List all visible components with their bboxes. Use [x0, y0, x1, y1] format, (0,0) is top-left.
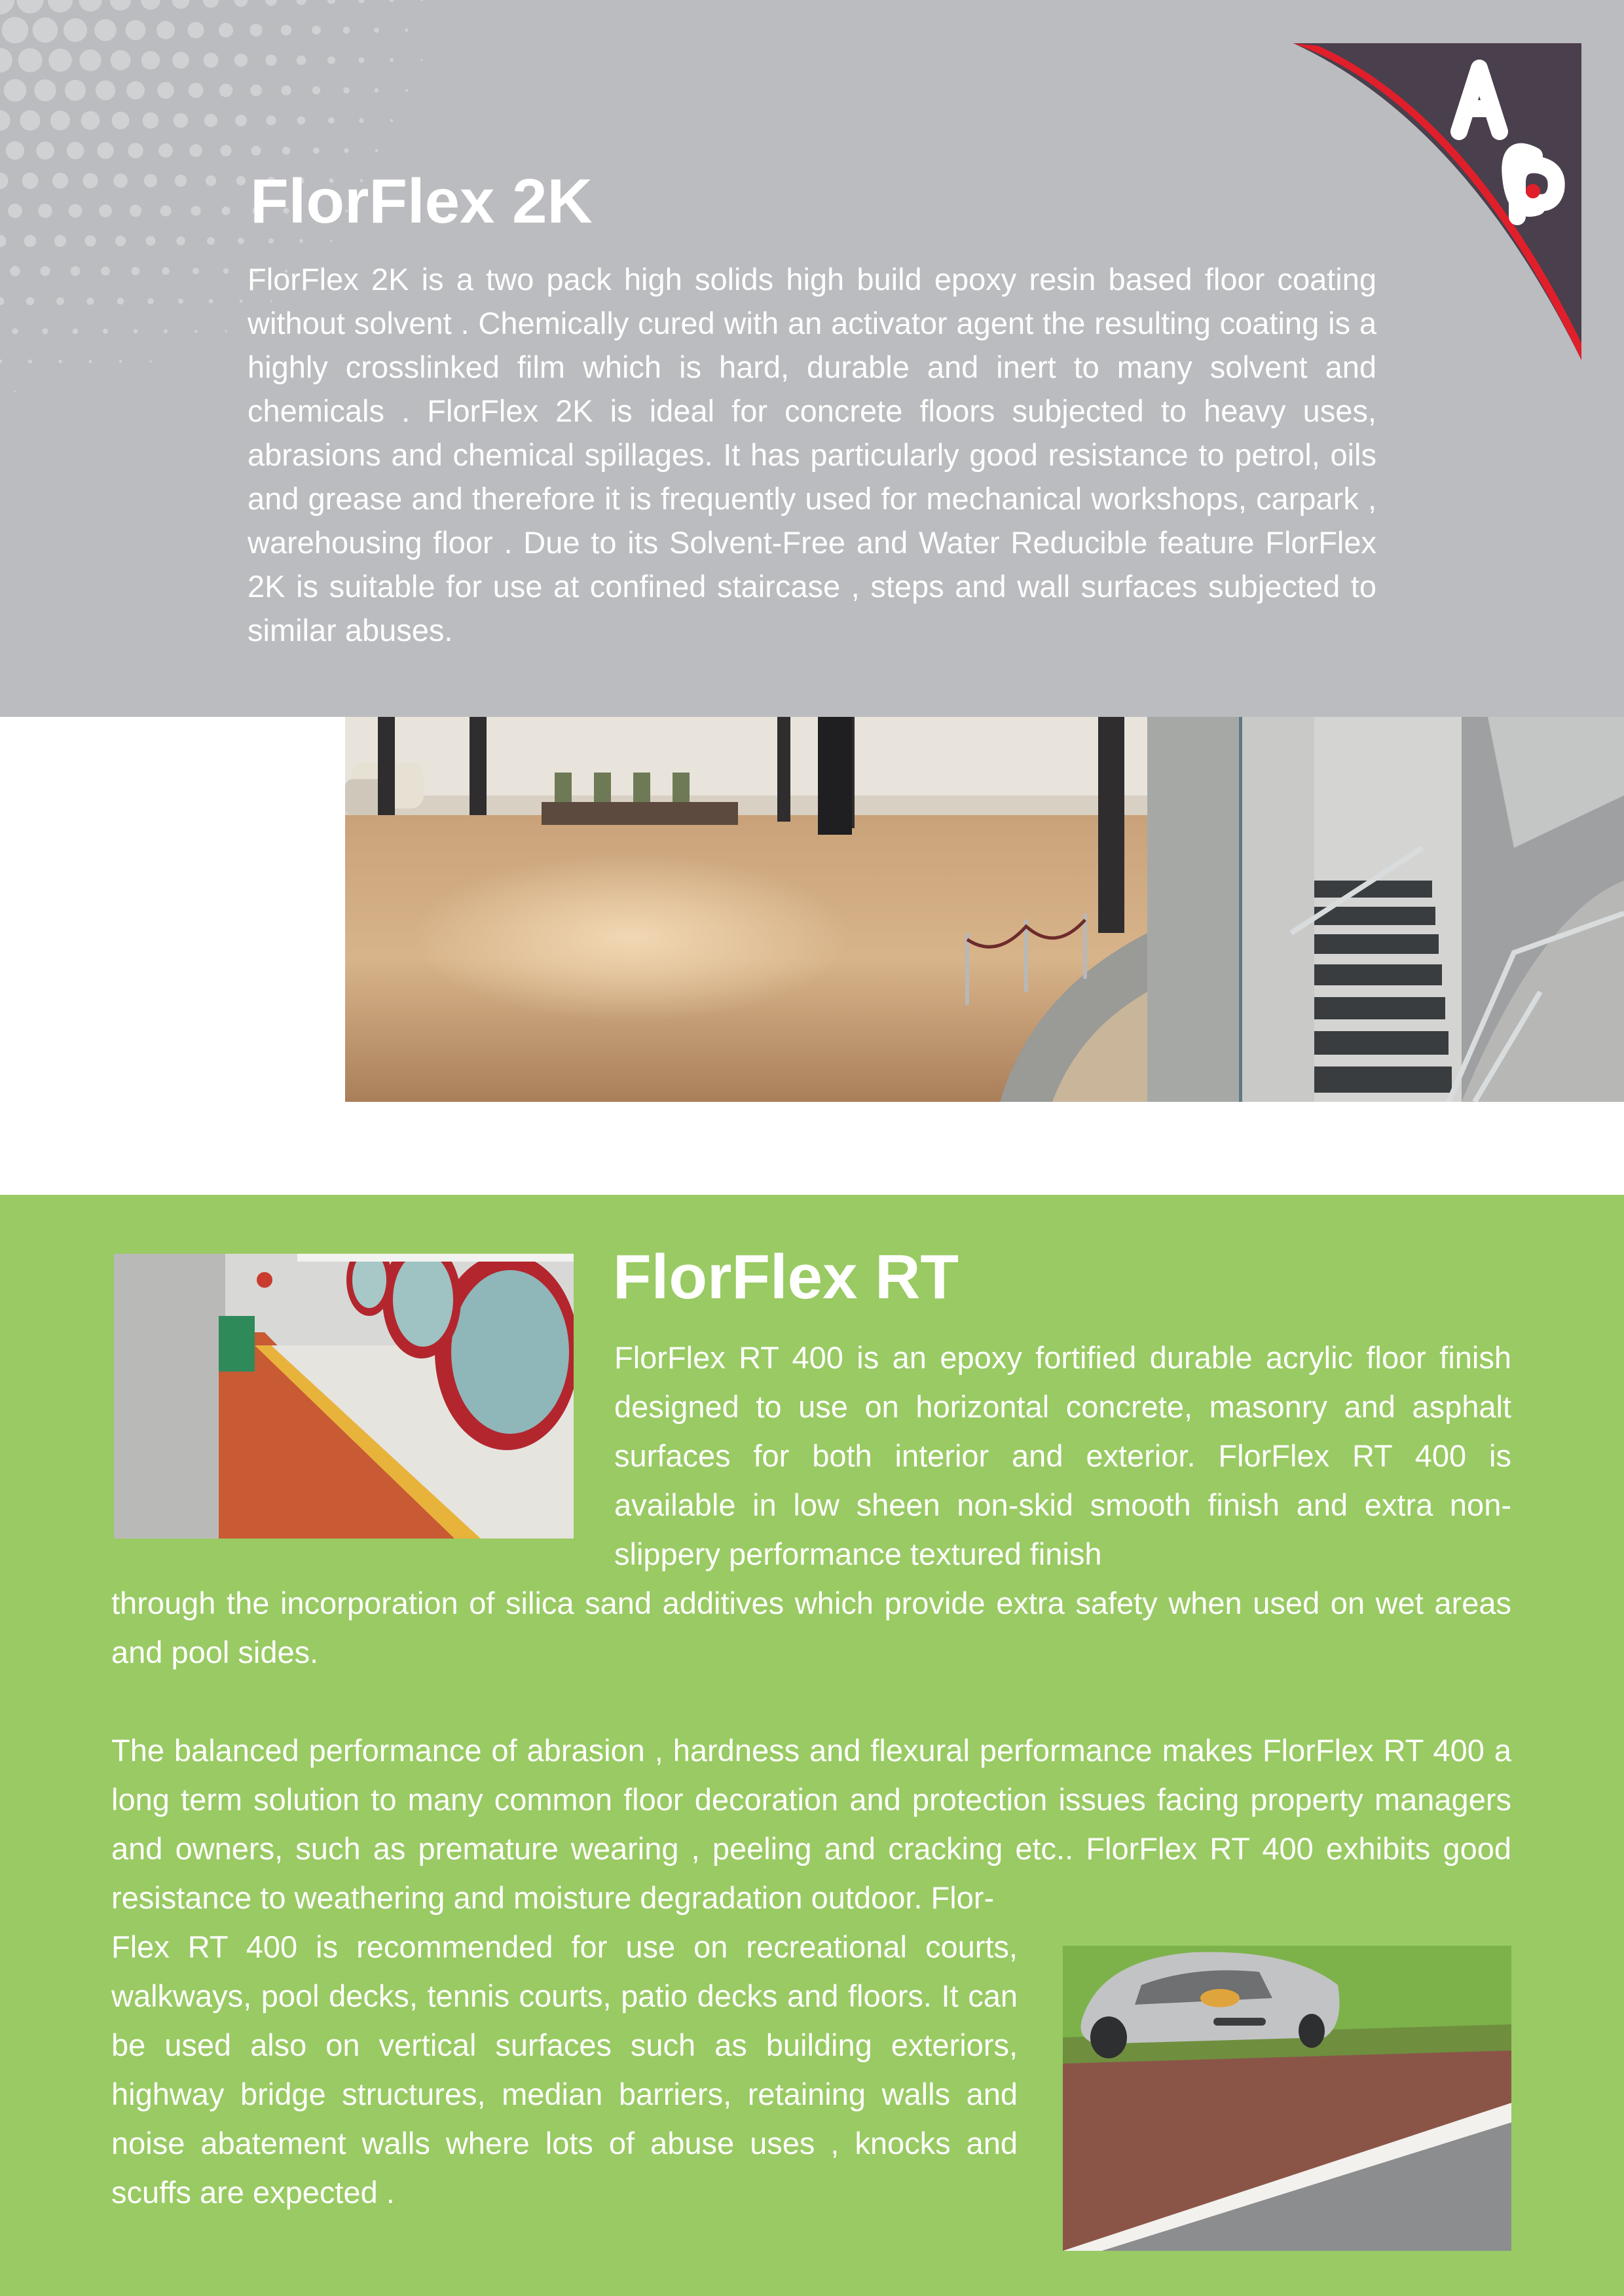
- halftone-dot: [56, 297, 64, 305]
- halftone-dot: [2, 17, 29, 44]
- halftone-dot: [10, 266, 20, 276]
- halftone-dot: [268, 238, 274, 244]
- halftone-dot: [221, 206, 230, 215]
- halftone-dot: [236, 176, 246, 185]
- halftone-dot: [126, 20, 146, 41]
- halftone-dot: [234, 54, 248, 67]
- halftone-dot: [8, 204, 22, 218]
- halftone-dot: [52, 173, 68, 189]
- halftone-dot: [96, 81, 115, 100]
- florflex-2k-section: [0, 0, 1624, 717]
- halftone-dot: [133, 329, 138, 333]
- halftone-dot: [94, 19, 116, 41]
- halftone-dot: [193, 268, 199, 274]
- halftone-dot: [149, 360, 152, 363]
- halftone-dot: [4, 79, 26, 101]
- halftone-dot: [88, 359, 92, 363]
- halftone-dot: [374, 27, 379, 33]
- halftone-dot: [312, 86, 320, 94]
- halftone-dot: [191, 206, 200, 215]
- halftone-dot: [265, 54, 276, 65]
- halftone-dot: [50, 111, 70, 130]
- halftone-dot: [84, 235, 96, 246]
- florflex-rt-paragraph-2-side: Flex RT 400 is recommended for use on recreational courts, walkways, pool decks, tennis courts, patio decks and floors. It can be used also on vertical surfaces such as building exteriors, highway bridge structures, median barriers, retaining walls and noise abatement walls where lots of abuse uses , knocks and scuffs are expected .: [111, 1929, 1018, 2210]
- halftone-dot: [343, 27, 350, 34]
- halftone-dot: [146, 236, 156, 246]
- halftone-dot: [162, 267, 170, 275]
- carpark-floor-photo: [345, 717, 1147, 1102]
- halftone-dot: [390, 0, 394, 2]
- halftone-dot: [204, 53, 219, 68]
- halftone-dot: [111, 50, 131, 71]
- halftone-dot: [12, 328, 18, 334]
- halftone-dot: [194, 330, 198, 333]
- halftone-dot: [16, 0, 43, 14]
- staircase-photo: [1147, 717, 1624, 1102]
- florflex-2k-description: FlorFlex 2K is a two pack high solids high build epoxy resin based floor coating without solvent . Chemically cured with an activator agent the resulting coating is a highly crosslinked film which is hard, durable and inert to many solvent and chemicals . FlorFlex 2K is ideal for concrete floors subjected to heavy uses, abrasions and chemical spillages. It has particularly good resistance to petrol, oils and grease and therefore it is frequently used for mechanical workshops, carpark , warehousing floor . Due to its Solvent-Free and Water Reducible feature FlorFlex 2K is suitable for use at confined staircase , steps and wall surfaces subjected to similar abuses.: [248, 262, 1376, 647]
- halftone-dot: [144, 174, 157, 187]
- halftone-dot: [97, 142, 113, 158]
- halftone-dot: [67, 142, 84, 160]
- halftone-dot: [119, 360, 122, 363]
- halftone-dot: [312, 26, 321, 35]
- halftone-dot: [266, 115, 276, 125]
- halftone-dot: [14, 390, 16, 392]
- florflex-rt-title: FlorFlex RT: [613, 1242, 959, 1312]
- halftone-dot: [86, 297, 94, 304]
- halftone-dot: [40, 266, 50, 276]
- halftone-dot: [238, 238, 244, 244]
- halftone-dot: [0, 48, 12, 73]
- halftone-dot: [71, 266, 81, 276]
- halftone-dot: [239, 299, 242, 302]
- halftone-dot: [178, 299, 183, 304]
- halftone-dot: [0, 110, 10, 130]
- halftone-dot: [36, 141, 54, 160]
- halftone-dot: [20, 110, 40, 130]
- florflex-rt-intro-bottom: through the incorporation of silica sand additives which provide extra safety when used on wet areas and pool sides.: [111, 1586, 1511, 1669]
- halftone-dot: [157, 21, 175, 39]
- halftone-dot: [110, 0, 132, 10]
- halftone-dot: [103, 329, 108, 334]
- halftone-dot: [313, 147, 320, 154]
- halftone-dot: [327, 56, 335, 64]
- halftone-dot: [141, 51, 160, 69]
- halftone-dot: [58, 359, 62, 363]
- halftone-dot: [69, 204, 83, 218]
- halftone-dot: [251, 146, 261, 156]
- halftone-dot: [0, 172, 9, 189]
- halftone-dot: [99, 204, 112, 217]
- halftone-dot: [115, 236, 126, 246]
- halftone-dot: [297, 56, 306, 65]
- halftone-dot: [0, 0, 14, 14]
- halftone-dot: [281, 85, 291, 95]
- halftone-dot: [172, 52, 189, 69]
- gondola-walkway-photo: [114, 1254, 574, 1539]
- halftone-dot: [6, 141, 24, 160]
- halftone-dot: [24, 235, 37, 247]
- halftone-dot: [249, 24, 262, 36]
- car-driveway-photo: [1063, 1946, 1511, 2251]
- halftone-dot: [188, 82, 203, 98]
- halftone-dot: [358, 0, 365, 3]
- halftone-dot: [359, 58, 365, 64]
- halftone-dot: [405, 89, 408, 92]
- halftone-dot: [42, 328, 48, 334]
- halftone-dot: [0, 297, 4, 306]
- halftone-dot: [265, 0, 277, 6]
- halftone-dot: [250, 84, 262, 96]
- florflex-2k-title: FlorFlex 2K: [250, 166, 593, 236]
- halftone-dot: [405, 28, 408, 31]
- halftone-dot: [281, 25, 292, 36]
- halftone-dot: [164, 329, 168, 333]
- halftone-dot: [297, 117, 306, 125]
- halftone-dot: [204, 114, 217, 127]
- halftone-dot: [117, 298, 124, 304]
- halftone-dot: [420, 59, 422, 61]
- halftone-dot: [101, 266, 110, 276]
- halftone-dot: [22, 173, 39, 189]
- halftone-dot: [34, 79, 56, 101]
- halftone-dot: [73, 329, 79, 335]
- halftone-dot: [26, 297, 34, 305]
- halftone-dot: [0, 235, 6, 247]
- halftone-dot: [206, 175, 216, 186]
- halftone-dot: [359, 118, 363, 122]
- halftone-dot: [18, 48, 42, 72]
- halftone-dot: [130, 205, 141, 217]
- halftone-dot: [79, 0, 101, 12]
- halftone-dot: [390, 119, 394, 122]
- halftone-dot: [33, 18, 58, 43]
- florflex-rt-intro-top: FlorFlex RT 400 is an epoxy fortified durable acrylic floor finish designed to use on horizontal concrete, masonry and asphalt surfaces for both interior and exterior. FlorFlex RT 400 is available in low sheen non-skid smooth finish and extra non-slippery performance textured finish: [614, 1340, 1511, 1571]
- halftone-dot: [420, 0, 423, 1]
- halftone-dot: [343, 87, 350, 94]
- halftone-dot: [330, 240, 333, 242]
- halftone-dot: [147, 298, 153, 304]
- halftone-dot: [112, 112, 130, 130]
- halftone-dot: [220, 145, 231, 156]
- halftone-dot: [225, 330, 227, 332]
- halftone-dot: [65, 80, 86, 101]
- halftone-dot: [223, 268, 229, 274]
- halftone-dot: [219, 23, 233, 37]
- halftone-dot: [157, 82, 174, 99]
- halftone-dot: [209, 299, 213, 304]
- halftone-dot: [203, 0, 219, 8]
- halftone-dot: [327, 0, 335, 4]
- halftone-dot: [235, 115, 247, 126]
- halftone-dot: [390, 58, 394, 62]
- halftone-dot: [79, 49, 101, 71]
- halftone-dot: [299, 239, 303, 243]
- halftone-dot: [38, 204, 52, 218]
- halftone-dot: [54, 235, 66, 247]
- halftone-dot: [175, 175, 187, 187]
- halftone-dot: [0, 359, 2, 363]
- halftone-dot: [113, 173, 128, 188]
- halftone-dot: [132, 267, 140, 276]
- halftone-dot: [375, 88, 379, 93]
- halftone-dot: [234, 0, 248, 7]
- halftone-dot: [160, 206, 172, 217]
- halftone-dot: [81, 111, 100, 130]
- halftone-dot: [375, 149, 378, 153]
- halftone-dot: [189, 144, 202, 157]
- halftone-dot: [143, 113, 159, 129]
- halftone-dot: [328, 117, 335, 124]
- halftone-dot: [174, 113, 189, 128]
- halftone-dot: [207, 237, 215, 245]
- halftone-dot: [187, 22, 204, 38]
- halftone-dot: [172, 0, 190, 9]
- halftone-dot: [219, 84, 232, 97]
- halftone-dot: [83, 173, 98, 188]
- halftone-dot: [176, 236, 185, 245]
- halftone-dot: [282, 147, 290, 155]
- florflex-rt-paragraph-2: The balanced performance of abrasion , hardness and flexural performance makes FlorFlex RT 400 a long term solution to many common floor decoration and protection issues facing property managers and owners, such as premature wearing , peeling and cracking etc.. FlorFlex RT 400 exhibits good resistance to weathering and moisture degradation outdoor. Flor-: [111, 1733, 1511, 1915]
- halftone-dot: [48, 0, 73, 12]
- halftone-dot: [344, 148, 348, 153]
- halftone-dot: [296, 0, 306, 5]
- halftone-dot: [128, 143, 143, 158]
- halftone-dot: [64, 18, 87, 42]
- halftone-dot: [126, 81, 145, 100]
- halftone-dot: [48, 48, 71, 71]
- halftone-dot: [28, 359, 32, 363]
- halftone-dot: [141, 0, 160, 10]
- halftone-dot: [158, 143, 173, 158]
